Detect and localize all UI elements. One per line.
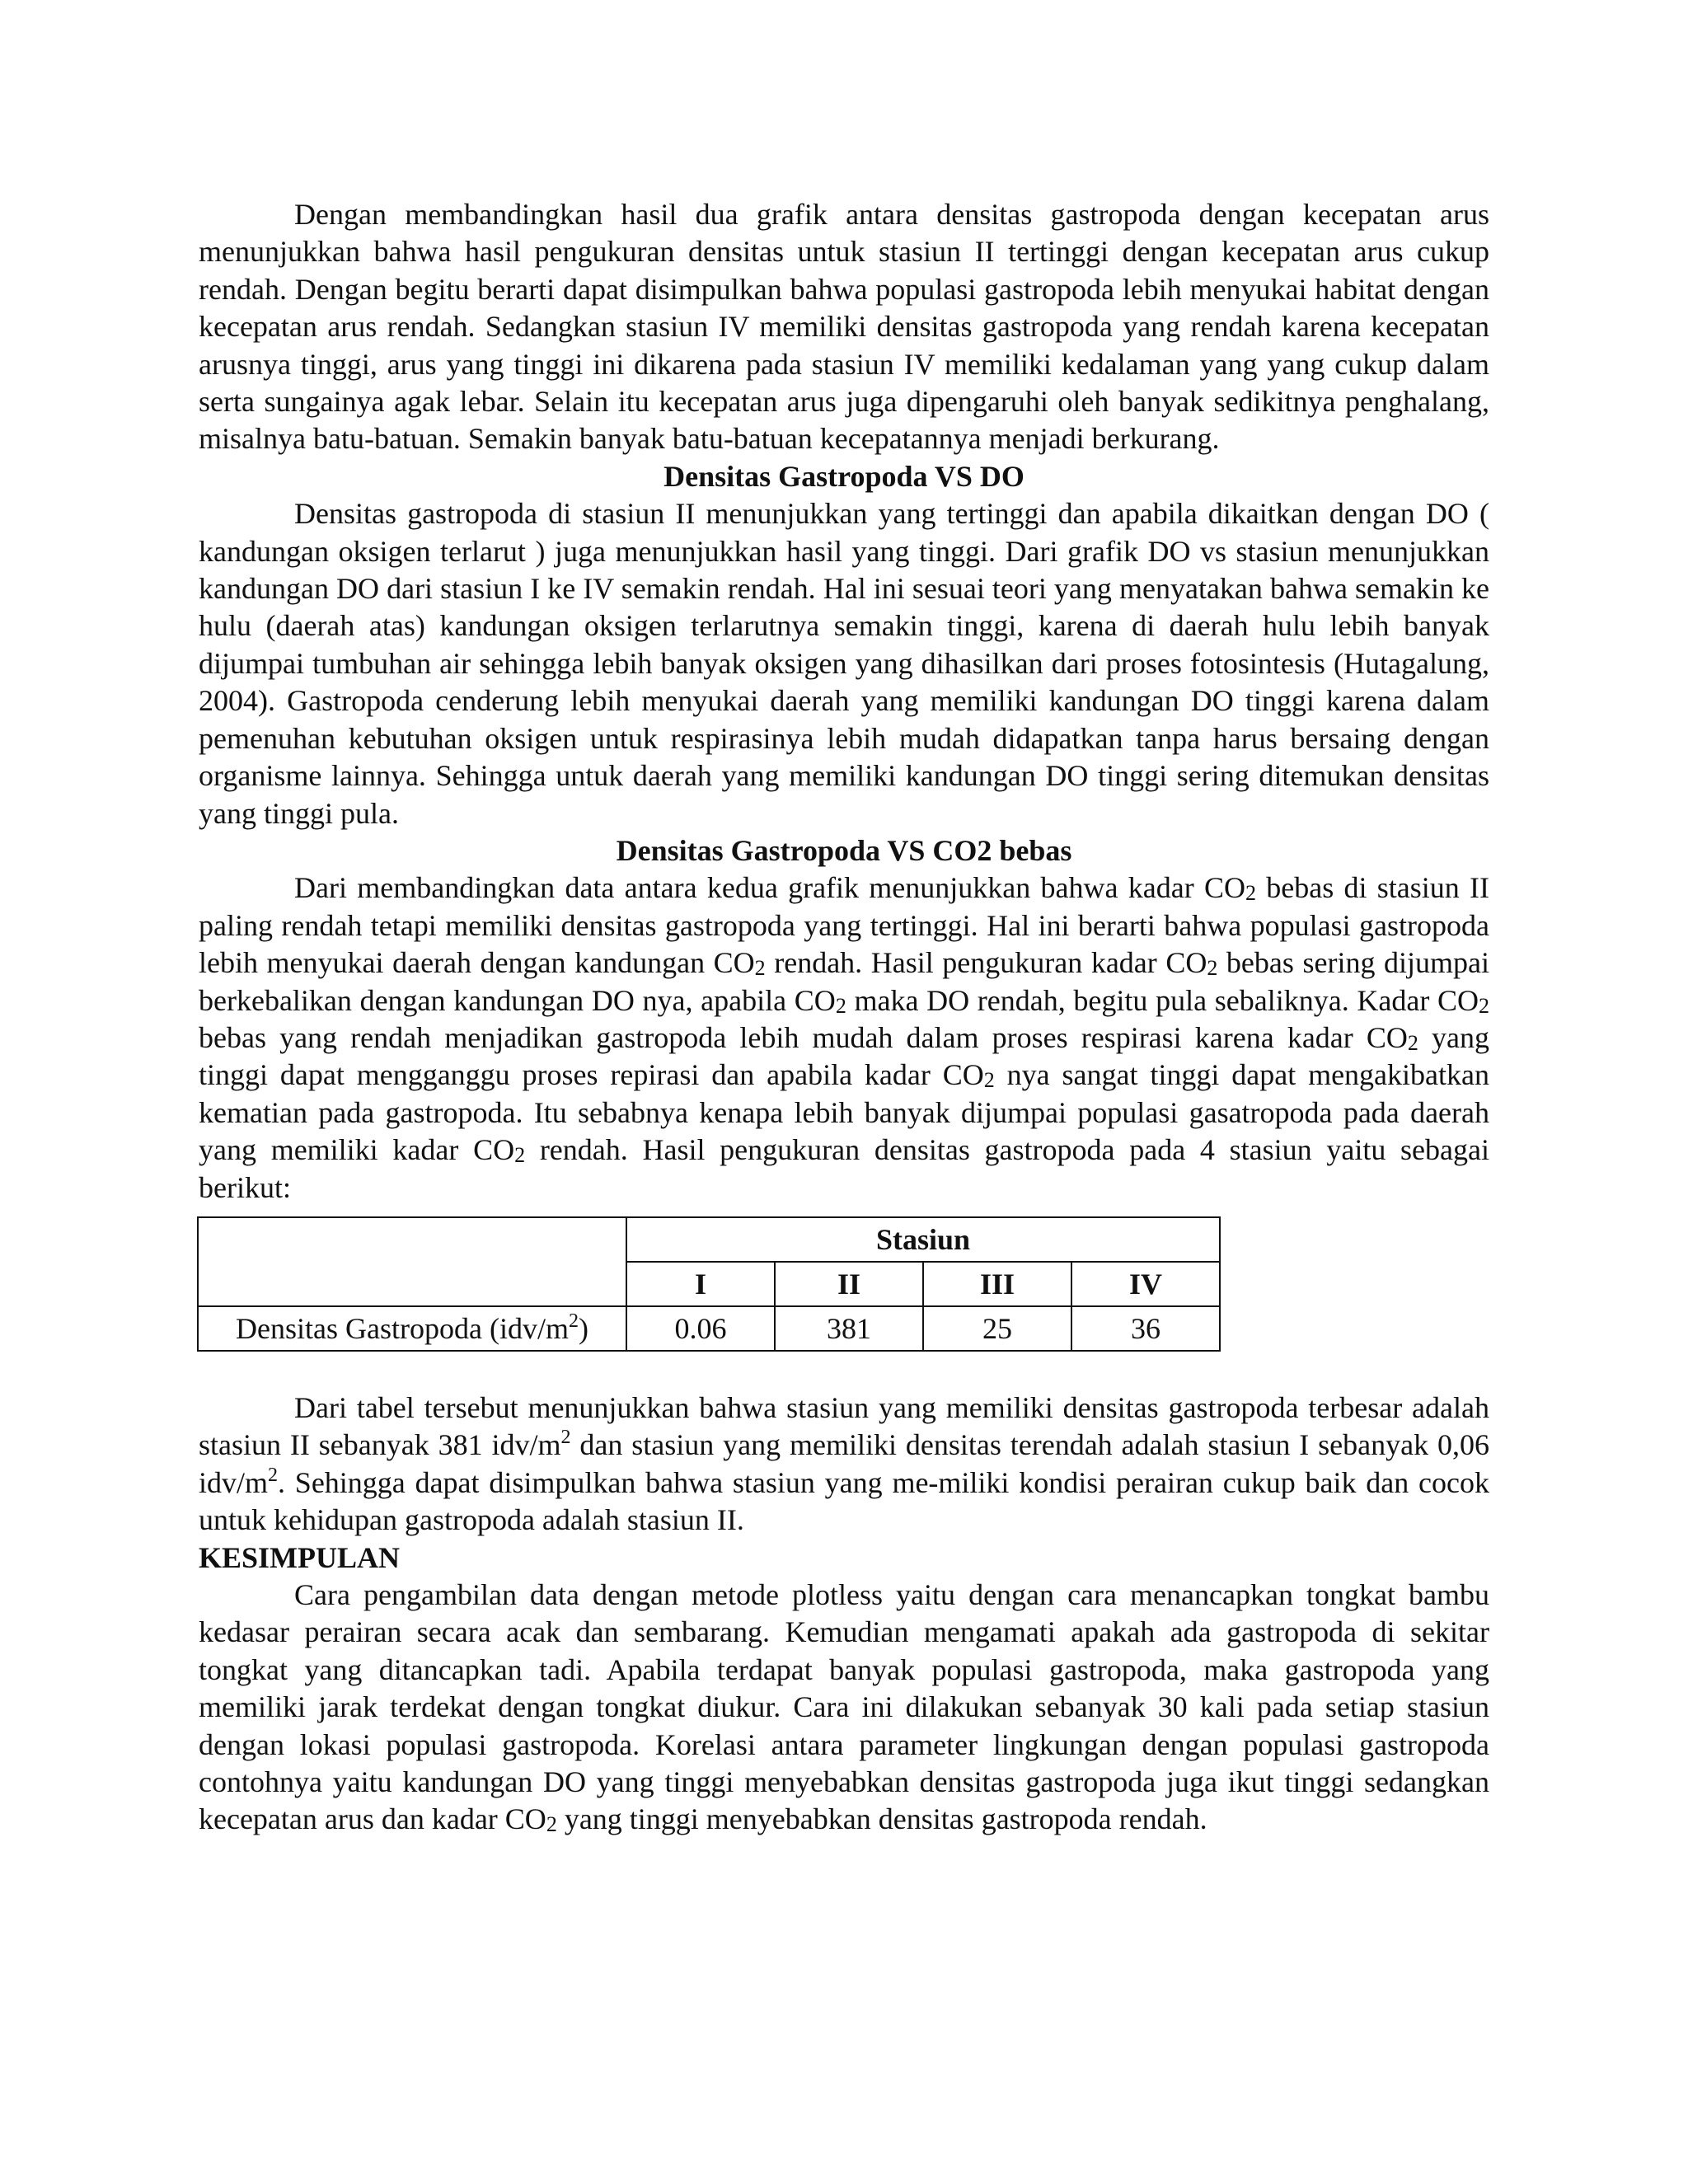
table-empty-corner <box>198 1217 626 1306</box>
table-col-header: I <box>626 1262 775 1306</box>
table-col-header: IV <box>1071 1262 1220 1306</box>
heading-density-vs-co2: Densitas Gastropoda VS CO2 bebas <box>616 833 1072 867</box>
paragraph-current-speed: Dengan membandingkan hasil dua grafik antara densitas gastropoda dengan kecepatan arus menunjukkan bahwa hasil pengukuran densitas untuk stasiun II tertinggi dengan kecepatan arus cukup rendah. Dengan begitu berarti dapat disimpulkan bahwa populasi gastropoda lebih menyukai habitat dengan kecepatan arus rendah. Sedangkan stasiun IV memiliki densitas gastropoda yang rendah karena kecepatan arusnya tinggi, arus yang tinggi ini dikarena pada stasiun IV memiliki kedalaman yang yang cukup dalam serta sungainya agak lebar. Selain itu kecepatan arus juga dipengaruhi oleh banyak sedikitnya penghalang, misalnya batu-batuan. Semakin banyak batu-batuan kecepatannya menjadi berkurang. <box>199 198 1489 456</box>
table-cell: 381 <box>775 1306 923 1351</box>
heading-conclusion: KESIMPULAN <box>199 1540 401 1574</box>
table-cell: 25 <box>923 1306 1071 1351</box>
density-table <box>197 1216 1221 1352</box>
table-col-header: II <box>775 1262 923 1306</box>
document-body <box>199 196 1489 1839</box>
paragraph-density-vs-do: Densitas gastropoda di stasiun II menunjukkan yang tertinggi dan apabila dikaitkan dengan DO ( kandungan oksigen terlarut ) juga menunjukkan hasil yang tinggi. Dari grafik DO vs stasiun menunjukkan kandungan DO dari stasiun I ke IV semakin rendah. Hal ini sesuai teori yang menyatakan bahwa semakin ke hulu (daerah atas) kandungan oksigen terlarutnya semakin tinggi, karena di daerah hulu lebih banyak dijumpai tumbuhan air sehingga lebih banyak oksigen yang dihasilkan dari proses fotosintesis (Hutagalung, 2004). Gastropoda cenderung lebih menyukai daerah yang memiliki kandungan DO tinggi karena dalam pemenuhan kebutuhan oksigen untuk respirasinya lebih mudah didapatkan tanpa harus bersaing dengan organisme lainnya. Sehingga untuk daerah yang memiliki kandungan DO tinggi sering ditemukan densitas yang tinggi pula. <box>199 497 1489 830</box>
table-header-row <box>198 1217 1220 1262</box>
table-cell: 36 <box>1071 1306 1220 1351</box>
table-row-label: Densitas Gastropoda $(idv/m^2)$ <box>198 1306 626 1351</box>
heading-density-vs-do: Densitas Gastropoda VS DO <box>663 459 1025 493</box>
table-col-header: III <box>923 1262 1071 1306</box>
paragraph-conclusion: Cara pengambilan data dengan metode plotless yaitu dengan cara menancapkan tongkat bambu kedasar perairan secara acak dan sembarang. Kemudian mengamati apakah ada gastropoda di sekitar tongkat yang ditancapkan tadi. Apabila terdapat banyak populasi gastropoda, maka gastropoda yang memiliki jarak terdekat dengan tongkat diukur. Cara ini dilakukan sebanyak 30 kali pada setiap stasiun dengan lokasi populasi gastropoda. Korelasi antara parameter lingkungan dengan populasi gastropoda contohnya yaitu kandungan DO yang tinggi menyebabkan densitas gastropoda juga ikut tinggi sedangkan kecepatan arus dan kadar $CO_2$ yang tinggi menyebabkan densitas gastropoda rendah. <box>199 1578 1489 1837</box>
paragraph-density-vs-co2: Dari membandingkan data antara kedua grafik menunjukkan bahwa kadar $CO_2$ bebas di stasiun II paling rendah tetapi memiliki densitas gastropoda yang tertinggi. Hal ini berarti bahwa populasi gastropoda lebih menyukai daerah dengan kandungan $CO_2$ rendah. Hasil pengukuran kadar $CO_2$ bebas sering dijumpai berkebalikan dengan kandungan DO nya, apabila $CO_2$ maka DO rendah, begitu pula sebaliknya. Kadar $CO_2$ bebas yang rendah menjadikan gastropoda lebih mudah dalam proses respirasi karena kadar $CO_2$ yang tinggi dapat mengganggu proses repirasi dan apabila kadar $CO_2$ nya sangat tinggi dapat mengakibatkan kematian pada gastropoda. Itu sebabnya kenapa lebih banyak dijumpai populasi gasatropoda pada daerah yang memiliki kadar $CO_2$ rendah. Hasil pengukuran densitas gastropoda pada 4 stasiun yaitu sebagai berikut: <box>199 871 1490 1204</box>
table-cell: 0.06 <box>626 1306 775 1351</box>
table-group-header: Stasiun <box>626 1217 1220 1262</box>
table-row <box>198 1306 1220 1351</box>
paragraph-table-discussion: Dari tabel tersebut menunjukkan bahwa stasiun yang memiliki densitas gastropoda terbesar adalah stasiun II sebanyak 381 idv/$m^2$ dan stasiun yang memiliki densitas terendah adalah stasiun I sebanyak 0,06 idv/$m^2$. Sehingga dapat disimpulkan bahwa stasiun yang me-miliki kondisi perairan cukup baik dan cocok untuk kehidupan gastropoda adalah stasiun II. <box>199 1390 1489 1537</box>
